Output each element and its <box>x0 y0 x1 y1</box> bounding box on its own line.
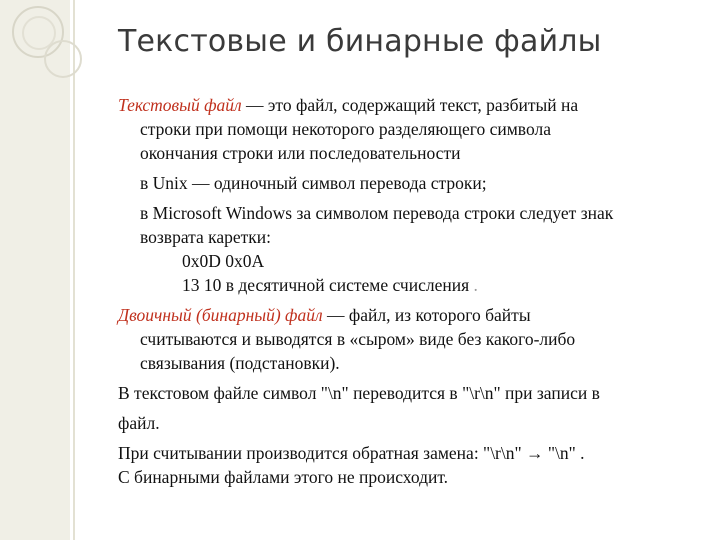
binary-file-term: Двоичный (бинарный) файл <box>118 305 323 325</box>
hex-line: 0x0D 0x0A <box>182 251 265 271</box>
windows-line1: в Microsoft Windows за символом перевода строки следует знак <box>140 203 614 223</box>
newline-read-line: При считывании производится обратная замена: "\r\n" → "\n" . <box>118 443 585 463</box>
newline-write-line1: В текстовом файле символ "\n" переводится в "\r\n" при записи в <box>118 383 600 403</box>
binary-file-def-line3: связывания (подстановки). <box>140 353 340 373</box>
text-file-def-line3: окончания строки или последовательности <box>140 143 461 163</box>
windows-line2: возврата каретки: <box>140 227 272 247</box>
unix-line: в Unix — одиночный символ перевода строки; <box>140 173 487 193</box>
binary-no-conversion-line: С бинарными файлами этого не происходит. <box>118 467 449 487</box>
binary-file-def-line2: считываются и выводятся в «сыром» виде без какого-либо <box>140 329 576 349</box>
decimal-line-dot: . <box>473 275 478 295</box>
binary-file-def-rest: — файл, из которого байты <box>322 305 531 325</box>
binary-file-definition <box>118 303 703 327</box>
newline-write-line2: файл. <box>118 413 160 433</box>
text-file-definition <box>118 93 703 117</box>
text-file-def-rest: — это файл, содержащий текст, разбитый на <box>241 95 579 115</box>
text-file-term: Текстовый файл <box>118 95 242 115</box>
slide-title: Текстовые и бинарные файлы <box>118 24 602 59</box>
slide-body <box>118 93 703 489</box>
text-file-def-line2: строки при помощи некоторого разделяющего символа <box>140 119 551 139</box>
left-decorative-line <box>73 0 75 540</box>
decorative-circle <box>44 40 82 78</box>
decimal-line <box>118 273 703 297</box>
left-decorative-band <box>0 0 70 540</box>
decimal-line-text: 13 10 в десятичной системе счисления <box>182 275 470 295</box>
